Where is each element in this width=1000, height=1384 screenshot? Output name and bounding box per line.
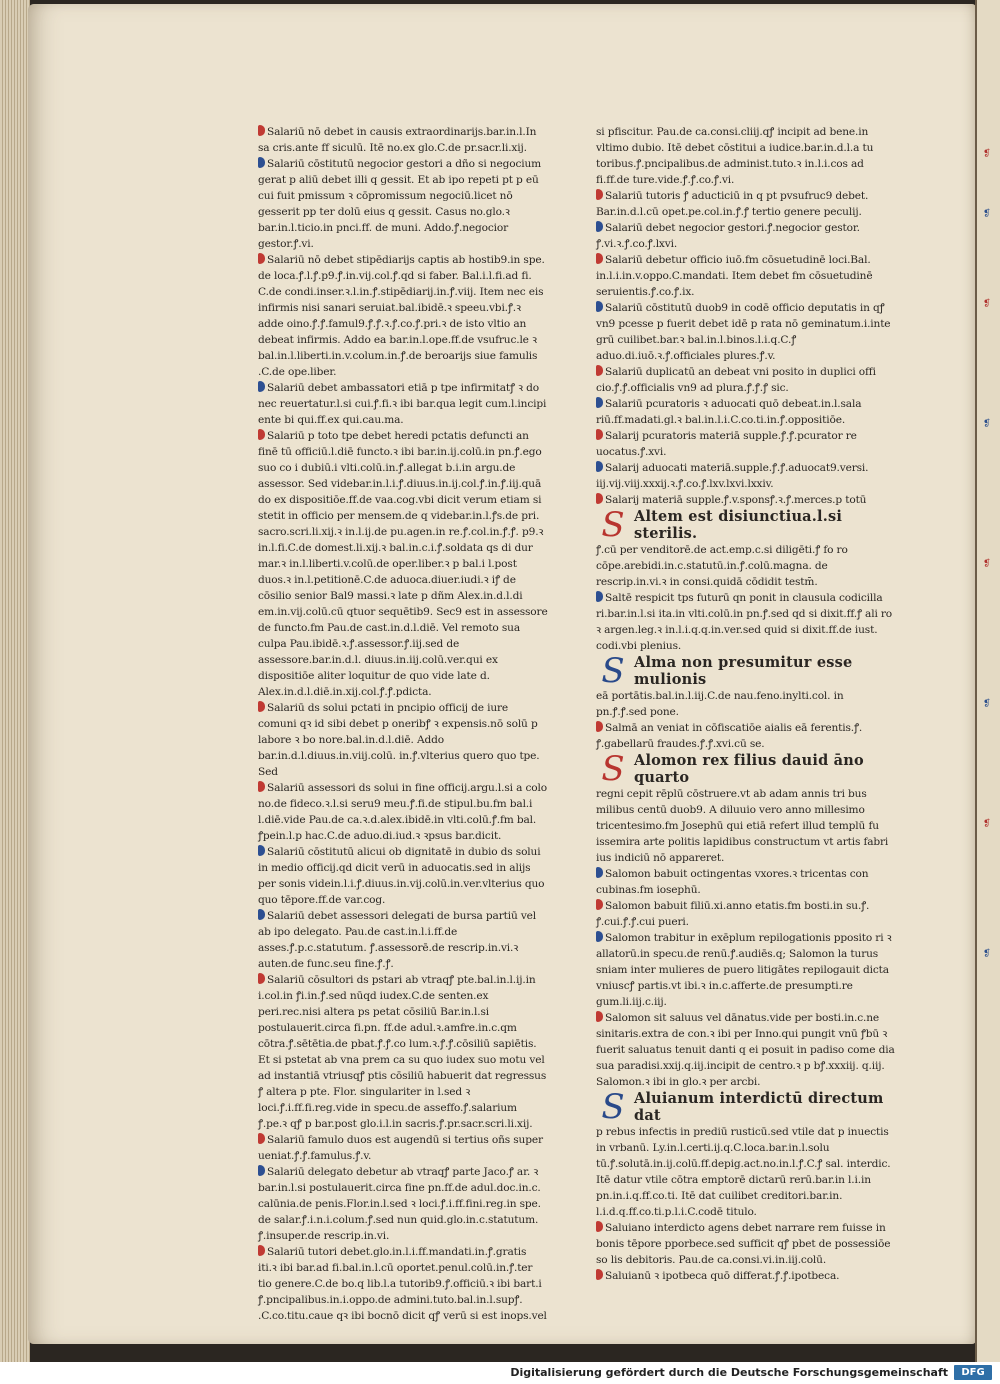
paragraph-mark-icon xyxy=(596,221,603,232)
entry-text: regni cepit rēplū cōstruere.vt ab adam annis tri bus milibus centū duob9. A diluuio vero anno millesimo tricentesimo.fm Josephū qui etiā refert illud templū fu issemira arte politis lapidibus constructum vt artis fabri ius indiciū nō appareret. xyxy=(596,788,889,864)
entry-heading: Alomon rex filius dauid āno quarto xyxy=(634,752,864,786)
entry-text: p rebus infectis in prediū rusticū.sed vtile dat p inuectis in vrbanū. Ly.in.l.certi.ij.q.C.loca.bar.in.l.solu tū.ꝭ.solutā.in.ij.colū.ff.depig.act.no.in.l.ꝭ.C.ꝭ sal. interdic. Itē datur vtile cōtra emptorē dictarū rerū.bar.in l.i.in pn.in.i.q.ff.co.ti. Itē dat cuilibet creditori.bar.in. l.i.d.q.ff.co.ti.p.l.i.C.codē titulo. xyxy=(596,1126,891,1218)
decorated-initial: S xyxy=(601,749,625,789)
paragraph-mark-icon xyxy=(596,429,603,440)
entry-text: Salariū delegato debetur ab vtraqꝭ parte Jaco.ꝭ ar. ꝛ bar.in.l.si postulauerit.circa fine pn.ff.de adul.doc.in.c. calūnia.de penis.Flor.in.l.sed ꝛ loci.ꝭ.i.ff.fini.reg.in spe. de salar.ꝭ.i.n.i.colum.ꝭ.sed nun quid.glo.in.c.statutum. ꝭ.insuper.de rescrip.in.vi. xyxy=(258,1166,541,1242)
entry-text: Salomon sit saluus vel dānatus.vide per bosti.in.c.ne sinitaris.extra de con.ꝛ ibi per Inno.qui pungit vnū ꝭbū ꝛ fuerit saluatus tenuit danti q ei posuit in padiso come dia sua paradisi.xxij.q.iij.incipit de centro.ꝛ p bꝭ.xxxiij. q.iij. Salomon.ꝛ ibi in glo.ꝛ per arcbi. xyxy=(596,1012,895,1088)
paragraph-mark-icon xyxy=(258,1165,265,1176)
paragraph-mark-icon xyxy=(258,1245,265,1256)
entry-heading: Aluianum interdictū directum dat xyxy=(634,1090,884,1124)
entry-text: Salariū nō debet in causis extraordinarijs.bar.in.l.In sa cris.ante ff siculū. Itē no.ex glo.C.de pr.sacr.li.xij. xyxy=(258,126,537,154)
text-entry xyxy=(596,1010,896,1090)
paragraph-mark-icon xyxy=(258,125,265,136)
text-entry xyxy=(258,156,548,252)
entry-text: Salariū p toto tpe debet heredi pctatis defuncti an finē tū officiū.l.diē functo.ꝛ ibi bar.in.ij.colū.in pn.ꝭ.ego suo co i dubiū.i vlti.colū.in.ꝭ.allegat b.i.in argu.de assessor. Sed videbar.in.l.i.ꝭ.diuus.in.ij.col.ꝭ.in.ꝭ.iij.quā do ex dispositiōe.ff.de vaa.cog.vbi dicit verum etiam si stetit in officio per mensem.de q videbar.in.l.ꝭs.de pri. sacro.scri.li.xij.ꝛ in.l.ij.de pu.agen.in re.ꝭ.col.in.ꝭ.ꝭ. p9.ꝛ in.l.fi.C.de domest.li.xij.ꝛ bal.in.c.i.ꝭ.soldata qs di dur mar.ꝛ in.l.liberti.v.colū.de oper.liber.ꝛ p bal.i l.post duos.ꝛ in.l.petitionē.C.de aduoca.diuer.iudi.ꝛ iꝭ de cōsilio senior Bal9 massi.ꝛ late p dñm Alex.in.d.l.di em.in.vij.colū.cū qtuor sequētib9. Sec9 est in assessore de functo.fm Pau.de cast.in.d.l.diē. Vel remoto sua culpa Pau.ibidē.ꝛ.ꝭ.assessor.ꝭ.iij.sed de assessore.bar.in.d.l. diuus.in.iij.colū.ver.qui ex dispositiōe aliter loquitur de quo vide late d. Alex.in.d.l.diē.in.xij.col.ꝭ.ꝭ.pdicta. xyxy=(258,430,548,698)
entry-text: Salariū assessori ds solui in fine officij.argu.l.si a colo no.de fideco.ꝛ.l.si seru9 meu.ꝭ.fi.de stipul.bu.fm bal.i l.diē.vide Pau.de ca.ꝛ.d.alex.ibidē.in vlti.colū.ꝭ.fm bal. ꝭpein.l.p hac.C.de aduo.di.iud.ꝛ ꝛpsus bar.dicit. xyxy=(258,782,547,842)
text-entry xyxy=(258,380,548,428)
paragraph-mark-icon xyxy=(596,397,603,408)
text-entry xyxy=(596,364,896,396)
adjacent-page-edge: ❡ ❡ ❡ ❡ ❡ ❡ ❡ ❡ xyxy=(975,0,1000,1362)
paragraph-mark-icon xyxy=(258,701,265,712)
paragraph-mark-icon xyxy=(258,429,265,440)
text-entry xyxy=(258,428,548,700)
entry-text: Saluianū ꝛ ipotbeca quō differat.ꝭ.ꝭ.ipotbeca. xyxy=(605,1270,840,1282)
text-entry xyxy=(258,1164,548,1244)
paragraph-mark-icon xyxy=(596,301,603,312)
text-entry xyxy=(258,780,548,844)
decorated-initial: S xyxy=(601,651,625,691)
entry-text: Salmā an veniat in cōfiscatiōe aialis eā ferentis.ꝭ. ꝭ.gabellarū fraudes.ꝭ.ꝭ.xvi.cū se. xyxy=(596,722,863,750)
entry-text: Salomon trabitur in exēplum repilogationis pposito ri ꝛ allatorū.in specu.de renū.ꝭ.audiēs.q; Salomon la turus sniam inter mulieres de puero litigātes repilogauit dicta vniuscꝭ partis.vt ibi.ꝛ in.c.afferte.de presumpti.re gum.li.iij.c.iij. xyxy=(596,932,892,1008)
text-entry xyxy=(596,1268,896,1284)
text-entry xyxy=(596,1087,896,1220)
entry-text: Salariū debet ambassatori etiā p tpe infirmitatꝭ ꝛ do nec reuertatur.l.si cui.ꝭ.fi.ꝛ ibi bar.qua legit cum.l.incipi ente bi qui.ff.ex qui.cau.ma. xyxy=(258,382,547,426)
paragraph-mark-icon xyxy=(596,253,603,264)
entry-text: eā portātis.bal.in.l.iij.C.de nau.feno.inylti.col. in pn.ꝭ.ꝭ.sed pone. xyxy=(596,690,844,718)
entry-text: Salariū duplicatū an debeat vni posito in duplici offi cio.ꝭ.ꝭ.officialis vn9 ad plura.ꝭ.ꝭ.ꝭ sic. xyxy=(596,366,876,394)
entry-text: Salarij materiā supple.ꝭ.v.sponsꝭ.ꝛ.ꝭ.merces.p totū xyxy=(605,494,867,506)
entry-text: Salariū debetur officio iuō.fm cōsuetudinē loci.Bal. in.l.i.in.v.oppo.C.mandati. Item debet fm cōsuetudinē seruientis.ꝭ.co.ꝭ.ix. xyxy=(596,254,873,298)
text-entry xyxy=(596,898,896,930)
page-edges xyxy=(0,0,30,1362)
text-entry xyxy=(596,590,896,654)
paragraph-mark-icon xyxy=(258,381,265,392)
text-entry xyxy=(596,396,896,428)
text-entry xyxy=(596,505,896,590)
text-entry xyxy=(596,124,896,188)
text-entry xyxy=(596,300,896,364)
paragraph-mark-icon xyxy=(258,157,265,168)
paragraph-mark-icon xyxy=(596,365,603,376)
entry-text: ꝭ.cū per venditorē.de act.emp.c.si diligēti.ꝭ fo ro cōpe.arebidi.in.c.statutū.in.ꝭ.colū.magna. de rescrip.in.vi.ꝛ in consi.quidā cōdidit testm̄. xyxy=(596,544,848,588)
paragraph-mark-icon xyxy=(258,1133,265,1144)
paragraph-mark-icon xyxy=(596,461,603,472)
paragraph-mark-icon xyxy=(596,591,603,602)
text-entry xyxy=(596,720,896,752)
entry-text: Saluiano interdicto agens debet narrare rem fuisse in bonis tēpore pporbece.sed sufficit qꝭ pbet de possessiōe so lis debitoris. Pau.de ca.consi.vi.in.iij.colū. xyxy=(596,1222,891,1266)
entry-text: Salariū cōstitutū negocior gestori a dño si negocium gerat p aliū debet illi q gessit. Et ab ipo repeti pt p eū cui fuit pmissum ꝛ cōpromissum negociū.licet nō gesserit pp ter dolū eius q gessit. Casus no.glo.ꝛ bar.in.l.ticio.in pnci.ff. de muni. Addo.ꝭ.negocior gestor.ꝭ.vi. xyxy=(258,158,542,250)
left-text-column xyxy=(258,124,548,1324)
paragraph-mark-icon xyxy=(258,253,265,264)
text-entry xyxy=(258,124,548,156)
paragraph-mark-icon xyxy=(596,931,603,942)
text-entry xyxy=(596,220,896,252)
entry-heading: Altem est disiunctiua.l.si sterilis. xyxy=(634,508,843,542)
entry-text: Salariū cōsultori ds pstari ab vtraqꝭ pte.bal.in.l.ij.in i.col.in ꝭi.in.ꝭ.sed nūqd iudex.C.de senten.ex peri.rec.nisi altera ps petat cōsiliū Bar.in.l.si postulauerit.circa fi.pn. ff.de adul.ꝛ.amfre.in.c.qm cōtra.ꝭ.sētētia.de pbat.ꝭ.ꝭ.co lum.ꝛ.ꝭ.ꝭ.cōsiliū sapiētis. Et si pstetat ab vna prem ca su quo iudex suo motu vel ad instantiā vtriusqꝭ ptis cōsiliū habuerit dat regressus ꝭ altera p pte. Flor. singulariter in l.sed ꝛ loci.ꝭ.i.ff.fi.reg.vide in specu.de asseffo.ꝭ.salarium ꝭ.pe.ꝛ qꝭ p bar.post glo.i.l.in sacris.ꝭ.pr.sacr.scri.li.xij. xyxy=(258,974,547,1130)
entry-text: Salomon babuit filiū.xi.anno etatis.fm bosti.in su.ꝭ. ꝭ.cui.ꝭ.ꝭ.cui pueri. xyxy=(596,900,870,928)
entry-text: Salariū debet negocior gestori.ꝭ.negocior gestor. ꝭ.vi.ꝛ.ꝭ.co.ꝭ.lxvi. xyxy=(596,222,860,250)
entry-text: Salariū pcuratoris ꝛ aduocati quō debeat.in.l.sala riū.ff.madati.gl.ꝛ bal.in.l.i.C.co.ti.in.ꝭ.oppositiōe. xyxy=(596,398,862,426)
digitization-footer xyxy=(0,1362,1000,1384)
paragraph-mark-icon xyxy=(258,781,265,792)
paragraph-mark-icon xyxy=(596,1221,603,1232)
text-entry xyxy=(258,1244,548,1324)
text-entry xyxy=(596,428,896,460)
paragraph-mark-icon xyxy=(596,899,603,910)
paragraph-mark-icon xyxy=(258,845,265,856)
text-entry xyxy=(258,1132,548,1164)
text-entry xyxy=(258,700,548,780)
entry-text: Salariū famulo duos est augendū si tertius oñs super ueniat.ꝭ.ꝭ.famulus.ꝭ.v. xyxy=(258,1134,543,1162)
paragraph-mark-icon xyxy=(596,1269,603,1280)
entry-text: Salomon babuit octingentas vxores.ꝛ tricentas con cubinas.fm iosephū. xyxy=(596,868,869,896)
entry-heading: Alma non presumitur esse mulionis xyxy=(634,654,853,688)
text-entry xyxy=(258,844,548,908)
right-text-column xyxy=(596,124,896,1284)
text-entry xyxy=(596,188,896,220)
entry-text: Salariū cōstitutū alicui ob dignitatē in dubio ds solui in medio officij.qd dicit verū in aduocatis.sed in alijs per sonis videin.l.i.ꝭ.diuus.in.vij.colū.in.ver.vlterius quo quo tēpore.ff.de var.cog. xyxy=(258,846,545,906)
paragraph-mark-icon xyxy=(596,493,603,504)
text-entry xyxy=(258,252,548,380)
text-entry xyxy=(596,651,896,720)
entry-text: Salariū tutori debet.glo.in.l.i.ff.mandati.in.ꝭ.gratis iti.ꝛ ibi bar.ad fi.bal.in.l.cū oportet.penul.colū.in.ꝭ.ter tio genere.C.de bo.q lib.l.a tutorib9.ꝭ.officiū.ꝛ ibi bart.i ꝭ.pncipalibus.in.i.oppo.de admini.tuto.bal.in.l.supꝭ. .C.co.titu.caue qꝛ ibi bocnō dicit qꝭ verū si est inops.vel xyxy=(258,1246,547,1322)
entry-text: Salariū cōstitutū duob9 in codē officio deputatis in qꝭ vn9 pcesse p fuerit debet idē p rata nō geminatum.i.inte grū cuilibet.bar.ꝛ bal.in.l.binos.l.i.q.C.ꝭ aduo.di.iuō.ꝛ.ꝭ.officiales plures.ꝭ.v. xyxy=(596,302,891,362)
paragraph-mark-icon xyxy=(596,721,603,732)
entry-text: Salariū nō debet stipēdiarijs captis ab hostib9.in spe. de loca.ꝭ.l.ꝭ.p9.ꝭ.in.vij.col.ꝭ.qd si faber. Bal.i.l.fi.ad fi. C.de condi.inser.ꝛ.l.in.ꝭ.stipēdiarij.in.ꝭ.viij. Item nec eis infirmis nisi sanari seruiat.bal.ibidē.ꝛ speeu.vbi.ꝭ.ꝛ adde oino.ꝭ.ꝭ.famul9.ꝭ.ꝭ.ꝛ.ꝭ.co.ꝭ.pri.ꝛ de isto vltio an debeat infirmis. Addo ea bar.in.l.ope.ff.de vsufruc.le ꝛ bal.in.l.liberti.in.v.colum.in.ꝭ.de beroarijs siue famulis .C.de ope.liber. xyxy=(258,254,545,378)
decorated-initial: S xyxy=(601,1087,625,1127)
text-entry xyxy=(258,972,548,1132)
text-entry xyxy=(596,252,896,300)
paragraph-mark-icon xyxy=(596,189,603,200)
paragraph-mark-icon xyxy=(258,909,265,920)
funding-notice: Digitalisierung gefördert durch die Deutsche Forschungsgemeinschaft xyxy=(510,1366,948,1379)
text-entry xyxy=(258,908,548,972)
text-entry xyxy=(596,460,896,492)
text-entry xyxy=(596,492,896,508)
entry-text: Salariū tutoris ꝭ aducticiū in q pt pvsufruc9 debet. Bar.in.d.l.cū opet.pe.col.in.ꝭ.ꝭ tertio genere peculij. xyxy=(596,190,869,218)
text-entry xyxy=(596,930,896,1010)
entry-text: Salarij pcuratoris materiā supple.ꝭ.ꝭ.pcurator re uocatus.ꝭ.xvi. xyxy=(596,430,857,458)
text-entry xyxy=(596,1220,896,1268)
entry-text: Salariū ds solui pctati in pncipio officij de iure comuni qꝛ id sibi debet p oneribꝭ ꝛ expensis.nō solū p labore ꝛ bo nore.bal.in.d.l.diē. Addo bar.in.d.l.diuus.in.viij.colū. in.ꝭ.vlterius quero quo tpe. Sed xyxy=(258,702,540,778)
text-entry xyxy=(596,749,896,866)
entry-text: Salariū debet assessori delegati de bursa partiū vel ab ipo delegato. Pau.de cast.in.l.i.ff.de asses.ꝭ.p.c.statutum. ꝭ.assessorē.de rescrip.in.vi.ꝛ auten.de func.seu fine.ꝭ.ꝭ. xyxy=(258,910,537,970)
entry-text: Saltē respicit tps futurū qn ponit in clausula codicilla ri.bar.in.l.si ita.in vlti.colū.in pn.ꝭ.sed qd si dixit.ff.ꝭ ali ro ꝛ argen.leg.ꝛ in.l.i.q.q.in.ver.sed quid si dixit.ff.de iust. codi.vbi plenius. xyxy=(596,592,893,652)
entry-text: Salarij aduocati materiā.supple.ꝭ.ꝭ.aduocat9.versi. iij.vij.viij.xxxij.ꝛ.ꝭ.co.ꝭ.lxv.lxvi.lxxiv. xyxy=(596,462,869,490)
paragraph-mark-icon xyxy=(258,973,265,984)
dfg-logo: DFG xyxy=(954,1365,992,1380)
paragraph-mark-icon xyxy=(596,867,603,878)
paragraph-mark-icon xyxy=(596,1011,603,1022)
text-entry xyxy=(596,866,896,898)
entry-text: si pfiscitur. Pau.de ca.consi.cliij.qꝭ incipit ad bene.in vltimo dubio. Itē debet cōstitui a iudice.bar.in.d.l.a tu toribus.ꝭ.pncipalibus.de administ.tuto.ꝛ in.l.i.cos ad fi.ff.de ture.vide.ꝭ.ꝭ.co.ꝭ.vi. xyxy=(596,126,874,186)
decorated-initial: S xyxy=(601,505,625,545)
